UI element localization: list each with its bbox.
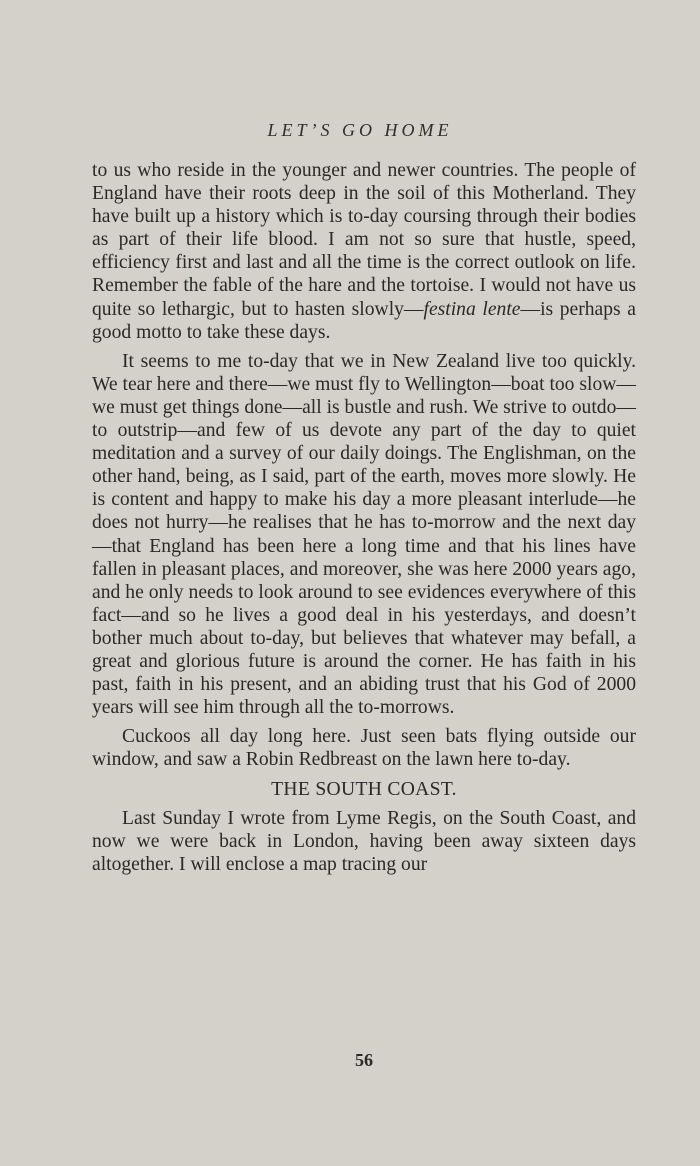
paragraph-3: Cuckoos all day long here. Just seen bats flying outside our window, and saw a Robin Redbreast on the lawn here to-day. <box>92 726 636 771</box>
body-text <box>92 159 636 876</box>
paragraph-1-italic: festina lente <box>423 298 521 320</box>
running-head: LET’S GO HOME <box>267 120 453 140</box>
paragraph-1-text-a: to us who reside in the younger and newer countries. The people of England have their roots deep in the soil of this Motherland. They have built up a history which is to-day coursing through their bodies as part of their life blood. I am not so sure that hustle, speed, efficiency first and last and all the time is the correct outlook on life. Remember the fable of the hare and the tortoise. I would not have us quite so lethargic, but to hasten slowly— <box>92 160 636 320</box>
page-number: 56 <box>355 1050 373 1070</box>
section-heading: THE SOUTH COAST. <box>271 779 457 801</box>
paragraph-1-text-b: —is perhaps a good motto to take these days. <box>92 298 636 343</box>
paragraph-4: Last Sunday I wrote from Lyme Regis, on the South Coast, and now we were back in London, having been away sixteen days altogether. I will enclose a map tracing our <box>92 807 636 875</box>
paragraph-2: It seems to me to-day that we in New Zealand live too quickly. We tear here and there—we must fly to Wellington—boat too slow—we must get things done—all is bustle and rush. We strive to outdo—to outstrip—and few of us devote any part of the day to quiet meditation and a survey of our daily doings. The Englishman, on the other hand, being, as I said, part of the earth, moves more slowly. He is content and happy to make his day a more pleasant interlude—he does not hurry—he realises that he has to-morrow and the next day—that England has been here a long time and that his lines have fallen in pleasant places, and moreover, she was here 2000 years ago, and he only needs to look around to see evidences everywhere of this fact—and so he lives a good deal in his yesterdays, and doesn’t bother much about to-day, but believes that whatever may befall, a great and glorious future is around the corner. He has faith in his past, faith in his present, and an abiding trust that his God of 2000 years will see him through all the to-morrows. <box>92 350 636 719</box>
paragraph-1 <box>92 159 636 344</box>
